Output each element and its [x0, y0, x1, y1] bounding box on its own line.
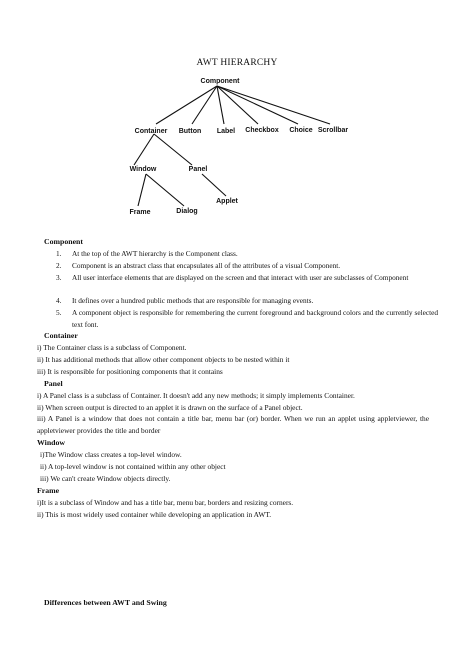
heading-component: Component — [44, 237, 83, 246]
connector-container-panel — [154, 134, 192, 165]
node-choice: Choice — [289, 127, 313, 134]
node-frame: Frame — [129, 209, 151, 216]
connector-window-frame — [138, 174, 146, 206]
connector-component-scrollbar — [217, 86, 330, 124]
node-dialog: Dialog — [176, 208, 198, 215]
node-container: Container — [134, 128, 168, 135]
list-item-text: Component is an abstract class that encapsulates all of the attributes of a visual Component. — [72, 261, 341, 270]
window-line: ii) A top-level window is not contained within any other object — [40, 462, 226, 471]
list-item-number: 5. — [56, 308, 62, 317]
panel-line: i) A Panel class is a subclass of Container. It doesn't add any new methods; it simply implements Container. — [37, 391, 355, 400]
window-line: iii) We can't create Window objects directly. — [40, 474, 171, 483]
node-scrollbar: Scrollbar — [317, 127, 349, 134]
connector-component-choice — [217, 86, 298, 124]
node-panel: Panel — [188, 166, 208, 173]
list-item-text: A component object is responsible for remembering the current foreground and background colors and the currently selected text font. — [72, 308, 438, 329]
list-item-text: All user interface elements that are displayed on the screen and that interact with user are subclasses of Component — [72, 273, 409, 282]
list-item-number: 4. — [56, 296, 62, 305]
awt-hierarchy-diagram — [0, 0, 474, 230]
node-label: Label — [216, 128, 236, 135]
node-applet: Applet — [216, 198, 238, 205]
hierarchy-connectors — [134, 86, 330, 206]
heading-container: Container — [44, 331, 78, 340]
frame-line: i)It is a subclass of Window and has a title bar, menu bar, borders and resizing corners. — [37, 498, 294, 507]
list-item-text: At the top of the AWT hierarchy is the Component class. — [72, 249, 238, 258]
frame-line: ii) This is most widely used container while developing an application in AWT. — [37, 510, 272, 519]
list-item-number: 3. — [56, 273, 62, 282]
list-item-number: 2. — [56, 261, 62, 270]
node-checkbox: Checkbox — [245, 127, 279, 134]
node-window: Window — [129, 166, 157, 173]
connector-container-window — [134, 134, 154, 165]
window-line: i)The Window class creates a top-level window. — [40, 450, 182, 459]
panel-line: iii) A Panel is a window that does not contain a title bar, menu bar (or) border. When we run an applet using appletviewer, the appletviewer provides the title and border — [37, 414, 429, 435]
node-component: Component — [200, 78, 240, 85]
list-item-text: It defines over a hundred public methods that are responsible for managing events. — [72, 296, 314, 305]
heading-panel: Panel — [44, 379, 63, 388]
heading-frame: Frame — [37, 486, 60, 495]
heading-differences: Differences between AWT and Swing — [44, 598, 167, 607]
connector-window-dialog — [146, 174, 184, 206]
container-line: i) The Container class is a subclass of Component. — [37, 343, 187, 352]
node-button: Button — [178, 128, 202, 135]
panel-line: ii) When screen output is directed to an applet it is drawn on the surface of a Panel object. — [37, 403, 303, 412]
heading-window: Window — [37, 438, 66, 447]
container-line: ii) It has additional methods that allow other component objects to be nested within it — [37, 355, 290, 364]
connector-panel-applet — [202, 174, 226, 196]
container-line: iii) It is responsible for positioning components that it contains — [37, 367, 223, 376]
list-item-number: 1. — [56, 249, 62, 258]
page-title: AWT HIERARCHY — [196, 58, 278, 68]
connector-component-button — [192, 86, 217, 124]
connector-component-container — [156, 86, 217, 124]
